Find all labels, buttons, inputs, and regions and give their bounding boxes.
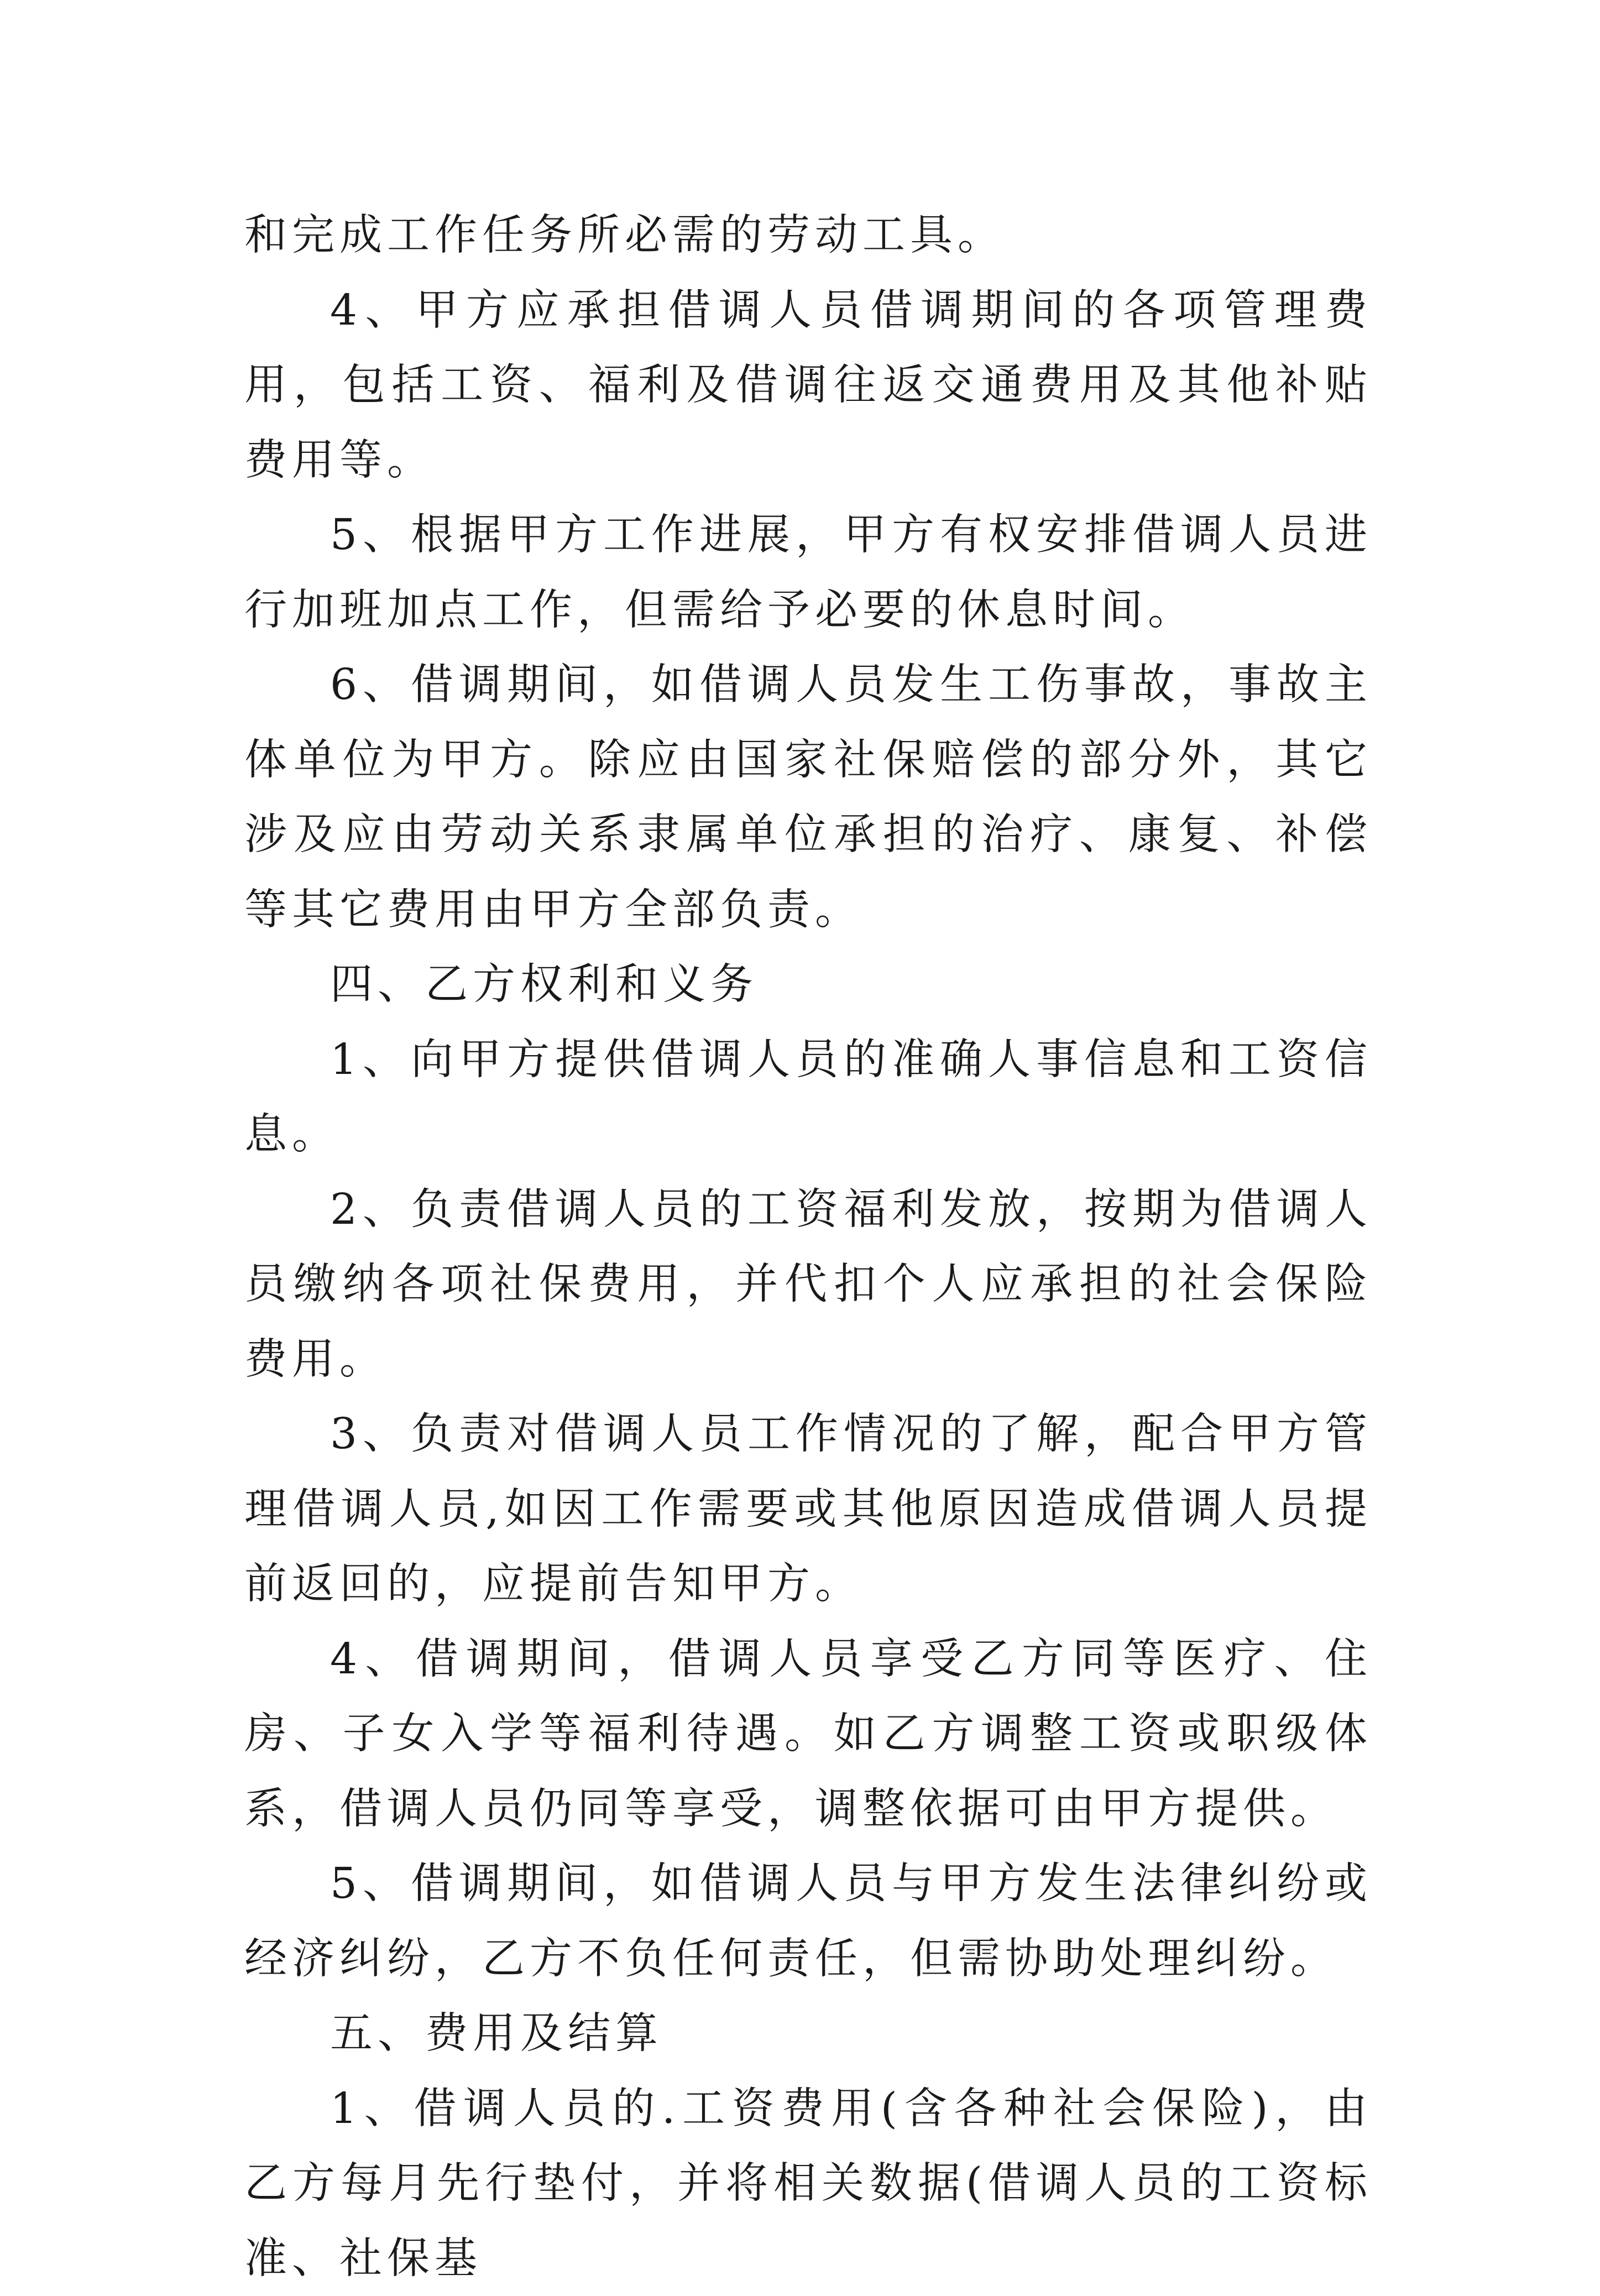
paragraph-clause-3-5: 5、根据甲方工作进展，甲方有权安排借调人员进行加班加点工作，但需给予必要的休息时间。 — [244, 498, 1372, 648]
paragraph-continuation: 和完成工作任务所必需的劳动工具。 — [244, 198, 1372, 273]
paragraph-clause-4-1: 1、向甲方提供借调人员的准确人事信息和工资信息。 — [244, 1022, 1372, 1172]
paragraph-clause-5-1: 1、借调人员的.工资费用(含各种社会保险)，由乙方每月先行垫付，并将相关数据(借调人员的工资标准、社保基 — [244, 2071, 1372, 2296]
document-body — [244, 198, 1372, 2296]
section-heading-5: 五、费用及结算 — [244, 1996, 1372, 2071]
paragraph-clause-4-4: 4、借调期间，借调人员享受乙方同等医疗、住房、子女入学等福利待遇。如乙方调整工资或职级体系，借调人员仍同等享受，调整依据可由甲方提供。 — [244, 1622, 1372, 1847]
paragraph-clause-4-5: 5、借调期间，如借调人员与甲方发生法律纠纷或经济纠纷，乙方不负任何责任，但需协助处理纠纷。 — [244, 1846, 1372, 1996]
paragraph-clause-4-2: 2、负责借调人员的工资福利发放，按期为借调人员缴纳各项社保费用，并代扣个人应承担的社会保险费用。 — [244, 1172, 1372, 1397]
paragraph-clause-4-3: 3、负责对借调人员工作情况的了解，配合甲方管理借调人员,如因工作需要或其他原因造成借调人员提前返回的，应提前告知甲方。 — [244, 1397, 1372, 1622]
paragraph-clause-3-4: 4、甲方应承担借调人员借调期间的各项管理费用，包括工资、福利及借调往返交通费用及其他补贴费用等。 — [244, 273, 1372, 498]
section-heading-4: 四、乙方权利和义务 — [244, 947, 1372, 1022]
paragraph-clause-3-6: 6、借调期间，如借调人员发生工伤事故，事故主体单位为甲方。除应由国家社保赔偿的部分外，其它涉及应由劳动关系隶属单位承担的治疗、康复、补偿等其它费用由甲方全部负责。 — [244, 648, 1372, 947]
